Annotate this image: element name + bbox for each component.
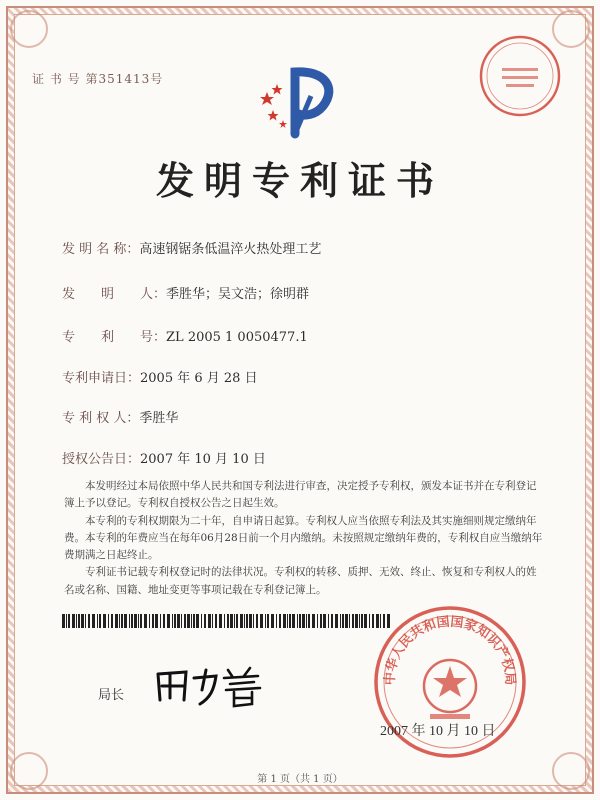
grant-date: 2007 年 10 月 10 日 — [140, 452, 266, 467]
invention-name-row — [62, 238, 321, 257]
filing-date-row — [62, 367, 258, 386]
body-paragraph: 本发明经过本局依照中华人民共和国专利法进行审查，决定授予专利权，颁发本证书并在专利登记簿上予以登记。专利权自授权公告之日起生效。 — [64, 480, 537, 510]
inventor-row — [62, 283, 309, 302]
sipo-logo-icon — [255, 62, 345, 142]
corner-ornament — [10, 10, 48, 48]
official-seal-icon — [478, 34, 562, 118]
grant-date-row — [62, 448, 266, 467]
body-paragraph: 专利证书记载专利权登记时的法律状况。专利权的转移、质押、无效、终止、恢复和专利权人的姓名或名称、国籍、地址变更等事项记载在专利登记簿上。 — [64, 566, 537, 596]
director-signature — [150, 660, 270, 708]
filing-date-label: 专利申请日： — [62, 371, 141, 386]
seal-text: 中华人民共和国国家知识产权局 — [382, 614, 518, 686]
inventors: 季胜华；吴文浩；徐明群 — [166, 287, 310, 302]
patentee-row — [62, 407, 178, 426]
patent-number-row — [62, 326, 308, 345]
invention-name: 高速钢锯条低温淬火热处理工艺 — [139, 242, 322, 257]
patent-number: ZL 2005 1 0050477.1 — [166, 330, 308, 345]
patent-number-label: 专 利 号： — [62, 330, 167, 345]
patentee: 季胜华 — [139, 411, 179, 426]
invention-name-label: 发 明 名 称： — [62, 242, 140, 257]
inventor-label: 发 明 人： — [62, 287, 167, 302]
page-number: 第 1 页（共 1 页） — [257, 774, 343, 785]
filing-date: 2005 年 6 月 28 日 — [140, 371, 258, 386]
certificate-number: 证 书 号 第351413号 — [32, 72, 164, 86]
grant-date-label: 授权公告日： — [62, 452, 141, 467]
certificate-body — [64, 478, 544, 599]
barcode — [62, 614, 392, 628]
patentee-label: 专 利 权 人： — [62, 411, 140, 426]
certificate-title: 发明专利证书 — [155, 158, 444, 203]
director-label: 局长 — [98, 688, 125, 703]
issue-date: 2007 年 10 月 10 日 — [380, 724, 496, 739]
body-paragraph: 本专利的专利权期限为二十年，自申请日起算。专利权人应当依照专利法及其实施细则规定缴纳年费。本专利的年费应当在每年06月28日前一个月内缴纳。未按照规定缴纳年费的，专利权自应当缴纳年费期满之日起终止。 — [64, 514, 543, 562]
